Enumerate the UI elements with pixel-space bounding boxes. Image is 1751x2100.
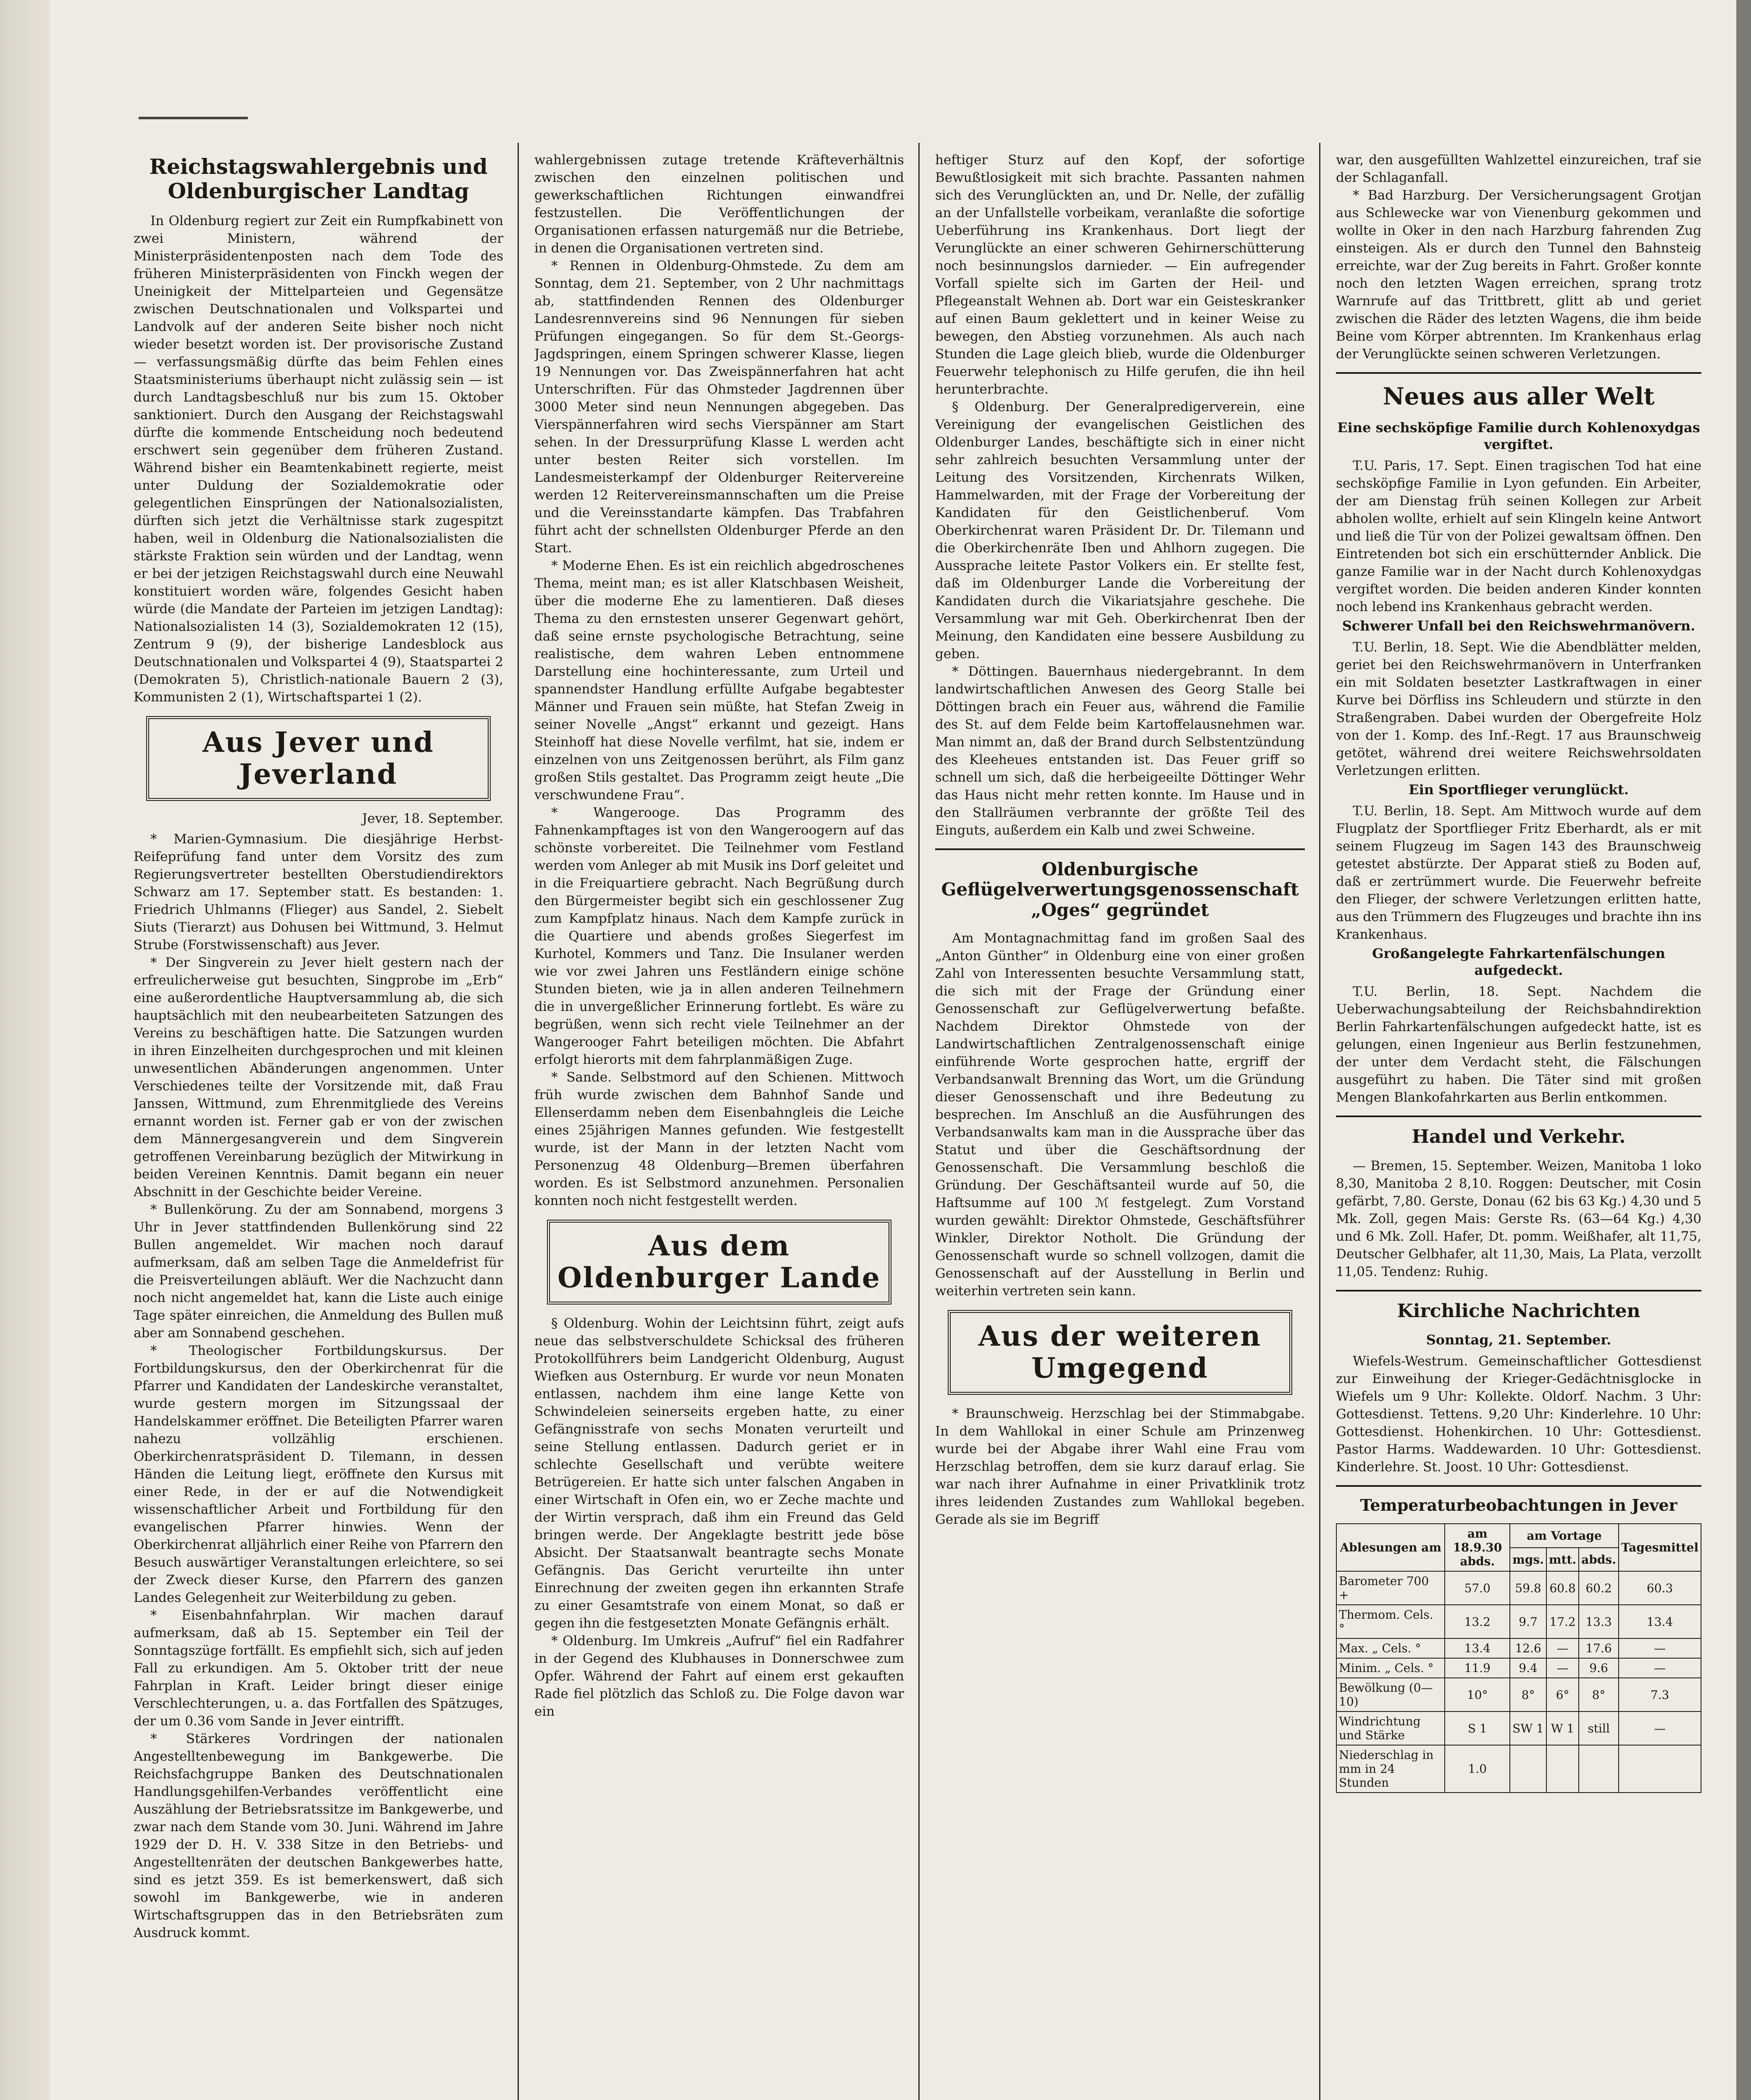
divider [1336, 1485, 1701, 1487]
table-header: Ablesungen am [1336, 1524, 1445, 1571]
divider [1336, 372, 1701, 374]
table-cell: 57.0 [1445, 1571, 1510, 1605]
table-cell: 13.2 [1445, 1605, 1510, 1638]
column-rule [1319, 143, 1320, 2100]
table-header: Tagesmittel [1619, 1524, 1701, 1571]
section-headline: Kirchliche Nachrichten [1397, 1300, 1641, 1322]
row-label: Barometer 700 + [1336, 1571, 1445, 1605]
table-cell: 8° [1579, 1678, 1619, 1712]
news-item: * Moderne Ehen. Es ist ein reichlich abgedroschenes Thema, meint man; es ist aller Klatschbasen Weisheit, über die moderne Ehe zu lamentieren. Daß dieses Thema zu den ernstesten unserer Gegenwart gehört, daß seine ernste psychologische Betrachtung, seine realistische, dem wahren Leben entnommene Darstellung eine hochinteressante, zum Urteil und spannendster Handlung erfüllte Aufgabe begabtester Männer und Frauen sein müßte, hat Stefan Zweig in seiner Novelle „Angst“ erkannt und gezeigt. Hans Steinhoff hat diese Novelle verfilmt, hat sie, indem er einzelnen von uns Zeitgenossen berührt, als Film ganz großen Stils gestaltet. Das Programm zeigt heute „Die verschwundene Frau“. [534, 558, 904, 803]
divider [935, 848, 1305, 850]
table-row [1336, 1638, 1701, 1658]
table-cell: — [1619, 1638, 1701, 1658]
column-2 [534, 151, 904, 2100]
news-item: * Oldenburg. Im Umkreis „Aufruf“ fiel ein Radfahrer in der Gegend des Klubhauses in Donnerschwee zum Opfer. Während der Fahrt auf einem erst gekauften Rade fiel plötzlich das Schloß zu. Die Folge davon war ein [534, 1633, 904, 1719]
market-report: — Bremen, 15. September. Weizen, Manitoba 1 loko 8,30, Manitoba 2 8,10. Roggen: Deutscher, mit Cosin gefärbt, 7,80. Gerste, Donau (62 bis 63 Kg.) 4,30 und 5 Mk. Zoll, gegen Mais: Gerste Rs. (63—64 Kg.) 4,30 und 6 Mk. Zoll. Hafer, Dt. pomm. Weißhafer, alt 11,75, Deutscher Gelbhafer, alt 11,30, Mais, La Plata, verzollt 11,05. Tendenz: Ruhig. [1336, 1158, 1701, 1279]
table-cell: still [1579, 1712, 1619, 1745]
article-subheadline: Großangelegte Fahrkartenfälschungen aufgedeckt. [1372, 945, 1665, 979]
section-box-heading: Aus der weiteren Umgegend [948, 1310, 1292, 1395]
article-subheadline: Schwerer Unfall bei den Reichswehrmanövern. [1342, 618, 1696, 634]
news-item: * Stärkeres Vordringen der nationalen Angestelltenbewegung im Bankgewerbe. Die Reichsfachgruppe Banken des Deutschnationalen Handlungsgehilfen-Verbandes veröffentlicht eine Auszählung der Betriebsratssitze im Bankgewerbe, und zwar nach dem Stande vom 30. Juni. Während im Jahre 1929 der D. H. V. 338 Sitze in den Betriebs- und Angestelltenräten der deutschen Bankgewerbes hatte, sind es jetzt 359. Es ist bemerkenswert, daß sich sowohl im Bankgewerbe, wie in anderen Wirtschaftsgruppen das in den Betriebsräten zum Ausdruck kommt. [134, 1731, 503, 1940]
row-label: Thermom. Cels. ° [1336, 1605, 1445, 1638]
table-cell: 6° [1546, 1678, 1579, 1712]
column-rule [518, 143, 519, 2100]
table-cell [1546, 1745, 1579, 1793]
scan-margin-left [0, 0, 50, 2100]
table-cell: — [1546, 1658, 1579, 1678]
table-title: Temperaturbeobachtungen in Jever [1360, 1495, 1677, 1515]
table-cell: 12.6 [1510, 1638, 1546, 1658]
news-item: T.U. Berlin, 18. Sept. Nachdem die Ueberwachungsabteilung der Reichsbahndirektion Berlin Fahrkartenfälschungen aufgedeckt hatte, ist es gelungen, einen Ingenieur aus Berlin festzunehmen, der unter dem Verdacht steht, die Fälschungen ausgeführt zu haben. Die Täter sind mit großen Mengen Blankofahrkarten aus Berlin entkommen. [1336, 984, 1701, 1105]
table-row [1336, 1658, 1701, 1678]
divider [1336, 1290, 1701, 1292]
column-4 [1336, 151, 1701, 2100]
continued-text: heftiger Sturz auf den Kopf, der sofortige Bewußtlosigkeit mit sich brachte. Passanten nahmen sich des Verunglückten an, und Dr. Nelle, der zufällig an der Unfallstelle vorbeikam, veranlaßte die sofortige Ueberführung ins Krankenhaus. Dort liegt der Verunglückte an einer schweren Gehirnerschütterung noch besinnungslos darnieder. — Ein aufregender Vorfall spielte sich im Garten der Heil- und Pflegeanstalt Wehnen ab. Dort war ein Geisteskranker auf einen Baum geklettert und in keiner Weise zu bewegen, den Abstieg vorzunehmen. Als auch nach Stunden die Lage gleich blieb, wurde die Oldenburger Feuerwehr telephonisch zu Hilfe gerufen, die ihn heil herunterbrachte. [935, 152, 1305, 397]
row-label: Windrichtung und Stärke [1336, 1712, 1445, 1745]
news-item: § Oldenburg. Wohin der Leichtsinn führt, zeigt aufs neue das selbstverschuldete Schicksal des früheren Protokollführers beim Landgericht Oldenburg, August Wiefken aus Osternburg. Er wurde vor neun Monaten entlassen, nachdem ihm eine lange Kette von Schwindeleien seinerseits ergeben hatte, zu einer Gefängnisstrafe von sechs Monaten verurteilt und seine Stellung entlassen. Dadurch geriet er in schlechte Gesellschaft und verübte weitere Betrügereien. Er hatte sich unter falschen Angaben in einer Wirtschaft in Ofen ein, wo er Zeche machte und der Wirtin versprach, daß ihm ein Freund das Geld bringen werde. Der Angeklagte bestritt jede böse Absicht. Der Staatsanwalt beantragte sechs Monate Gefängnis. Das Gericht verurteilte ihn unter Einrechnung der zweiten gegen ihn erkannten Strafe zu einer Gesamtstrafe von einem Monat, so daß er gegen ihn die festgesetzten Monate Gefängnis erhält. [534, 1315, 904, 1631]
table-header: mgs. [1510, 1548, 1546, 1572]
table-cell: — [1546, 1638, 1579, 1658]
continued-text: war, den ausgefüllten Wahlzettel einzureichen, traf sie der Schlaganfall. [1336, 152, 1701, 185]
church-date: Sonntag, 21. September. [1426, 1331, 1612, 1348]
table-cell: 17.6 [1579, 1638, 1619, 1658]
table-row [1336, 1678, 1701, 1712]
temperature-table [1336, 1523, 1701, 1793]
table-cell: — [1619, 1712, 1701, 1745]
news-item: * Sande. Selbstmord auf den Schienen. Mittwoch früh wurde zwischen dem Bahnhof Sande und Ellenserdamm neben dem Eisenbahngleis die Leiche eines 25jährigen Mannes gefunden. Wie festgestellt wurde, ist der Mann in der letzten Nacht vom Personenzug 48 Oldenburg—Bremen überfahren worden. Es ist Selbstmord anzunehmen. Personalien konnten noch nicht festgestellt werden. [534, 1070, 904, 1208]
article-subheadline: Ein Sportflieger verunglückt. [1409, 782, 1629, 798]
section-box-heading: Aus Jever und Jeverland [146, 716, 491, 801]
article-headline: Oldenburgische Geflügelverwertungsgenossenschaft „Oges“ gegründet [941, 859, 1299, 920]
news-item: T.U. Paris, 17. Sept. Einen tragischen Tod hat eine sechsköpfige Familie in Lyon gefunden. Ein Arbeiter, der am Dienstag früh seinen Kollegen zur Arbeit abholen wollte, erhielt auf sein Klingeln keine Antwort und ließ die Tür von der Polizei gewaltsam öffnen. Den Eintretenden bot sich ein erschütternder Anblick. Die ganze Familie war in der Nacht durch Kohlenoxydgas vergiftet worden. Die beiden anderen Kinder konnten noch lebend ins Krankenhaus gebracht werden. [1336, 458, 1701, 615]
table-cell: 13.4 [1445, 1638, 1510, 1658]
column-rule [918, 143, 920, 2100]
table-cell [1619, 1745, 1701, 1793]
table-cell: 60.3 [1619, 1571, 1701, 1605]
news-item: * Bad Harzburg. Der Versicherungsagent Grotjan aus Schlewecke war von Vienenburg gekommen und wollte in Oker in den nach Harzburg fahrenden Zug einsteigen. Als er durch den Tunnel den Bahnsteig erreichte, war der Zug bereits in Fahrt. Großer konnte noch den letzten Wagen erreichen, sprang trotz Warnrufe auf das Trittbrett, glitt ab und geriet zwischen die Räder des letzten Wagens, die ihm beide Beine vom Körper abtrennten. Im Krankenhaus erlag der Verunglückte seinen schweren Verletzungen. [1336, 188, 1701, 362]
row-label: Niederschlag in mm in 24 Stunden [1336, 1745, 1445, 1793]
table-row [1336, 1712, 1701, 1745]
continued-text: wahlergebnissen zutage tretende Kräfteverhältnis zwischen den einzelnen politischen und gewerkschaftlichen Richtungen einwandfrei festzustellen. Die Veröffentlichungen der Organisationen erfassen naturgemäß nur die Betriebe, in denen die Organisationen vertreten sind. [534, 152, 904, 256]
news-item: * Marien-Gymnasium. Die diesjährige Herbst-Reifeprüfung fand unter dem Vorsitz des zum Regierungsvertreter bestellten Oberstudiendirektors Schwarz am 17. September statt. Es bestanden: 1. Friedrich Uhlmanns (Flieger) aus Sandel, 2. Siebelt Siuts (Tierarzt) aus Dohusen bei Wittmund, 3. Helmut Strube (Forstwissenschaft) aus Jever. [134, 831, 503, 953]
table-cell: 8° [1510, 1678, 1546, 1712]
table-row [1336, 1605, 1701, 1638]
news-item: * Bullenkörung. Zu der am Sonnabend, morgens 3 Uhr in Jever stattfindenden Bullenkörung sind 22 Bullen angemeldet. Wir machen noch darauf aufmerksam, daß am selben Tage die Anmeldefrist für die Preisverteilungen abläuft. Wer die Nachzucht dann noch nicht angemeldet hat, kann die Liste auch einige Tage später einreichen, die Anmeldung des Bullen muß aber am Sonnabend geschehen. [134, 1202, 503, 1341]
table-cell: 9.6 [1579, 1658, 1619, 1678]
table-cell: 9.4 [1510, 1658, 1546, 1678]
row-label: Bewölkung (0—10) [1336, 1678, 1445, 1712]
article-headline: Reichstagswahlergebnis und Oldenburgischer Landtag [149, 154, 488, 203]
news-item: * Der Singverein zu Jever hielt gestern nach der erfreulicherweise gut besuchten, Singprobe im „Erb“ eine außerordentliche Hauptversammlung ab, die sich hauptsächlich mit den neubearbeiteten Satzungen des Vereins zu beschäftigen hatte. Die Satzungen wurden in ihren Einzelheiten durchgesprochen und mit kleinen unwesentlichen Abänderungen angenommen. Unter Verschiedenes teilte der Vorsitzende mit, daß Frau Janssen, Wittmund, zum Ehrenmitgliede des Vereins ernannt worden ist. Ferner gab er von der zwischen dem Männergesangverein und dem Singverein getroffenen Vereinbarung bezüglich der Mitwirkung in beiden Vereinen Kenntnis. Damit begann ein neuer Abschnitt in der Geschichte beider Vereine. [134, 955, 503, 1200]
news-item: * Rennen in Oldenburg-Ohmstede. Zu dem am Sonntag, dem 21. September, von 2 Uhr nachmittags ab, stattfindenden Rennen des Oldenburger Landesrennvereins sind 96 Nennungen für sieben Prüfungen eingegangen. So für dem St.-Georgs-Jagdspringen, einem Springen schwerer Klasse, liegen 19 Nennungen vor. Das Zweispännerfahren hat acht Unterschriften. Für das Ohmsteder Jagdrennen über 3000 Meter sind neun Nennungen abgegeben. Das Vierspännerfahren wird sechs Vierspänner am Start sehen. In der Dressurprüfung Klasse L werden acht unter besten Reiter sich vorstellen. Im Landesmeisterkampf der Oldenburger Reitervereine werden 12 Reitervereinsmannschaften um die Preise und die Vereinsstandarte kämpfen. Das Trabfahren führt acht der schnellsten Oldenburger Pferde an den Start. [534, 258, 904, 556]
section-headline: Handel und Verkehr. [1412, 1126, 1626, 1148]
section-headline: Neues aus aller Welt [1383, 383, 1655, 410]
news-item: * Eisenbahnfahrplan. Wir machen darauf aufmerksam, daß ab 15. September ein Teil der Sonntagszüge fortfällt. Es empfiehlt sich, sich auf jeden Fall zu erkundigen. Am 5. Oktober tritt der neue Fahrplan in Kraft. Leider bringt dieser einige Verschlechterungen, u. a. das Fortfallen des Spätzuges, der um 0.36 vom Sande in Jever eintrifft. [134, 1607, 503, 1729]
table-cell: 17.2 [1546, 1605, 1579, 1638]
news-item: T.U. Berlin, 18. Sept. Am Mittwoch wurde auf dem Flugplatz der Sportflieger Fritz Eberhardt, als er mit seinem Flugzeug im Sagen 143 des Braunschweig getestet abstürzte. Der Apparat stieß zu Boden auf, daß er zertrümmert wurde. Die Feuerwehr befreite den Flieger, der schwere Verletzungen erlitten hatte, aus den Trümmern des Flugzeuges und brachte ihn ins Krankenhaus. [1336, 803, 1701, 942]
news-item: § Oldenburg. Der Generalpredigerverein, eine Vereinigung der evangelischen Geistlichen des Oldenburger Landes, beschäftigte sich in einer nicht sehr zahlreich besuchten Versammlung unter der Leitung des Vorsitzenden, Kirchenrats Wilken, Hammelwarden, mit der Frage der Vorbereitung der Kandidaten für den Geistlichenberuf. Vom Oberkirchenrat waren Präsident Dr. Dr. Tilemann und die Oberkirchenräte Iben und Ahlhorn zugegen. Die Aussprache leitete Pastor Volkers ein. Er stellte fest, daß im Oldenburger Lande die Vorbereitung der Kandidaten durch die Vikariatsjahre geschehe. Die Versammlung war mit Geh. Oberkirchenrat Iben der Meinung, den Kandidaten eine bessere Ausbildung zu geben. [935, 399, 1305, 662]
table-row [1336, 1571, 1701, 1605]
table-cell: S 1 [1445, 1712, 1510, 1745]
table-cell: 11.9 [1445, 1658, 1510, 1678]
news-item: T.U. Berlin, 18. Sept. Wie die Abendblätter melden, geriet bei den Reichswehrmanövern in Unterfranken ein mit Soldaten besetzter Lastkraftwagen in einer Kurve bei Dörfliss ins Schleudern und stürzte in den Straßengraben. Dabei wurden der Obergefreite Holz von der 1. Komp. des Inf.-Regt. 17 aus Braunschweig getötet, während drei weitere Reichswehrsoldaten Verletzungen erlitten. [1336, 640, 1701, 779]
table-cell: 10° [1445, 1678, 1510, 1712]
table-cell: 60.2 [1579, 1571, 1619, 1605]
table-cell: SW 1 [1510, 1712, 1546, 1745]
table-cell [1510, 1745, 1546, 1793]
table-cell: 9.7 [1510, 1605, 1546, 1638]
table-cell: 60.8 [1546, 1571, 1579, 1605]
church-notices: Wiefels-Westrum. Gemeinschaftlicher Gottesdienst zur Einweihung der Krieger-Gedächtnisglocke in Wiefels um 9 Uhr: Kollekte. Oldorf. Nachm. 3 Uhr: Gottesdienst. Tettens. 9,20 Uhr: Kinderlehre. 10 Uhr: Gottesdienst. Hohenkirchen. 10 Uhr: Gottesdienst. Pastor Harms. Waddewarden. 10 Uhr: Gottesdienst. Kinderlehre. St. Joost. 10 Uhr: Gottesdienst. [1336, 1353, 1701, 1475]
table-header: am Vortage [1510, 1524, 1619, 1548]
row-label: Max. „ Cels. ° [1336, 1638, 1445, 1658]
divider [1336, 1116, 1701, 1117]
scan-margin-right [1736, 0, 1751, 2100]
section-box-heading: Aus dem Oldenburger Lande [547, 1220, 891, 1305]
table-header: mtt. [1546, 1548, 1579, 1572]
news-item: * Theologischer Fortbildungskursus. Der Fortbildungskursus, den der Oberkirchenrat für die Pfarrer und Kandidaten der Landeskirche veranstaltet, wurde gestern morgen im Sitzungssaal der Handelskammer eröffnet. Die Beteiligten Pfarrer waren nahezu vollzählig erschienen. Oberkirchenratspräsident D. Tilemann, in dessen Händen die Leitung liegt, eröffnete den Kursus mit einer Rede, in der er auf die Notwendigkeit wissenschaftlicher Arbeit und Fortbildung für den evangelischen Pfarrer hinwies. Wenn der Oberkirchenrat alljährlich einer Reihe von Pfarrern den Besuch auswärtiger Veranstaltungen erleichtere, so sei der Zweck dieser Kurse, den Pfarrern des ganzen Landes Gelegenheit zur Weiterbildung zu geben. [134, 1343, 503, 1605]
news-item: * Döttingen. Bauernhaus niedergebrannt. In dem landwirtschaftlichen Anwesen des Georg Stalle bei Döttingen brach ein Feuer aus, während die Familie des St. auf dem Felde beim Kartoffelausnehmen war. Man nimmt an, daß der Brand durch Selbstentzündung des Kleeheues entstanden ist. Das Feuer griff so schnell um sich, daß die herbeigeeilte Döttinger Wehr das Haus nicht mehr retten konnte. Im Hause und in den Stallräumen verbrannte der größte Teil des Einguts, außerdem ein Kalb und zwei Schweine. [935, 664, 1305, 838]
article-body: In Oldenburg regiert zur Zeit ein Rumpfkabinett von zwei Ministern, während der Ministerpräsidentenposten nach dem Tode des früheren Ministerpräsidenten von Finckh wegen der Uneinigkeit der Mittelparteien und Gegensätze zwischen Deutschnationalen und Volkspartei und Landvolk auf der anderen Seite bisher noch nicht wieder besetzt worden ist. Der provisorische Zustand — verfassungsmäßig dürfte das beim Fehlen eines Staatsministeriums überhaupt nicht zulässig sein — ist durch Landtagsbeschluß nur bis zum 15. Oktober sanktioniert. Durch den Ausgang der Reichstagswahl dürfte die kommende Entscheidung noch bedeutend erschwert sein gegenüber dem früheren Zustand. Während bisher ein Beamtenkabinett regierte, meist unter Duldung der Sozialdemokratie oder gelegentlichen Einsprüngen der Nationalsozialisten, dürften sich jetzt die Verhältnisse stark zugespitzt haben, weil in Oldenburg die Nationalsozialisten die stärkste Fraktion sein würden und der Landtag, wenn er bei der jetzigen Reichstagswahl durch eine Neuwahl konstituiert worden wäre, folgendes Gesicht haben würde (die Mandate der Parteien im jetzigen Landtag): Nationalsozialisten 14 (3), Sozialdemokraten 12 (15), Zentrum 9 (9), der bisherige Landesblock aus Deutschnationalen und Volkspartei 4 (9), Staatspartei 2 (Demokraten 5), Christlich-nationale Bauern 2 (3), Kommunisten 2 (1), Wirtschaftspartei 1 (2). [134, 213, 503, 705]
news-item: * Braunschweig. Herzschlag bei der Stimmabgabe. In dem Wahllokal in einer Schule am Prinzenweg wurde bei der Abgabe ihrer Wahl eine Frau vom Herzschlag betroffen, dem sie kurz darauf erlag. Sie war nach ihrer Aufnahme in einer Privatklinik trotz ihres leidenden Zustandes zum Wahllokal begeben. Gerade als sie im Begriff [935, 1406, 1305, 1527]
article-body: Am Montagnachmittag fand im großen Saal des „Anton Günther“ in Oldenburg eine von einer großen Zahl von Interessenten besuchte Versammlung statt, die sich mit der Frage der Gründung einer Genossenschaft zur Geflügelverwertung befaßte. Nachdem Direktor Ohmstede von der Landwirtschaftlichen Zentralgenossenschaft einige einführende Worte gesprochen hatte, ergriff der Verbandsanwalt Brenning das Wort, um die Gründung dieser Genossenschaft und ihre Bedeutung zu besprechen. Im Anschluß an die Ausführungen des Verbandsanwalts kam man in die Aussprache über das Statut und über die Geschäftsordnung der Genossenschaft. Die Versammlung beschloß die Gründung. Der Geschäftsanteil wurde auf 50, die Haftsumme auf 100 ℳ festgelegt. Zum Vorstand wurden gewählt: Direktor Ohmstede, Geschäftsführer Winkler, Direktor Notholt. Die Gründung der Genossenschaft wurde so schnell vollzogen, damit die Genossenschaft auf der Ausstellung in Berlin und weiterhin vertreten sein kann. [935, 930, 1305, 1299]
table-cell: — [1619, 1658, 1701, 1678]
news-item: * Wangerooge. Das Programm des Fahnenkampftages ist von den Wangeroogern auf das schönste vorbereitet. Die Teilnehmer vom Festland werden vom Anleger ab mit Musik ins Dorf geleitet und in die Freiquartiere gebracht. Nach Begrüßung durch den Bürgermeister begibt sich ein geschlossener Zug zum Kampfplatz hinaus. Nach dem Kampfe zurück in die Quartiere und abends großes Siegerfest im Kurhotel, Kommers und Tanz. Die Insulaner werden wie vor zwei Jahren uns Festländern einige schöne Stunden bieten, wie ja in allen anderen Teilnehmern die in unvergeßlicher Erinnerung fortlebt. Es wäre zu begrüßen, wenn sich recht viele Teilnehmer an der Wangerooger Fahrt beteiligen möchten. Die Abfahrt erfolgt hierorts mit dem fahrplanmäßigen Zuge. [534, 805, 904, 1067]
top-rule-mark [139, 117, 248, 119]
table-cell: 1.0 [1445, 1745, 1510, 1793]
table-header: abds. [1579, 1548, 1619, 1572]
table-cell: 59.8 [1510, 1571, 1546, 1605]
table-row [1336, 1745, 1701, 1793]
column-1 [134, 151, 503, 2100]
row-label: Minim. „ Cels. ° [1336, 1658, 1445, 1678]
column-3 [935, 151, 1305, 2100]
table-cell [1579, 1745, 1619, 1793]
table-cell: 13.3 [1579, 1605, 1619, 1638]
table-cell: 7.3 [1619, 1678, 1701, 1712]
table-cell: 13.4 [1619, 1605, 1701, 1638]
table-cell: W 1 [1546, 1712, 1579, 1745]
table-header: am 18.9.30 abds. [1445, 1524, 1510, 1571]
dateline: Jever, 18. September. [362, 811, 503, 826]
article-subheadline: Eine sechsköpfige Familie durch Kohlenoxydgas vergiftet. [1337, 420, 1700, 453]
